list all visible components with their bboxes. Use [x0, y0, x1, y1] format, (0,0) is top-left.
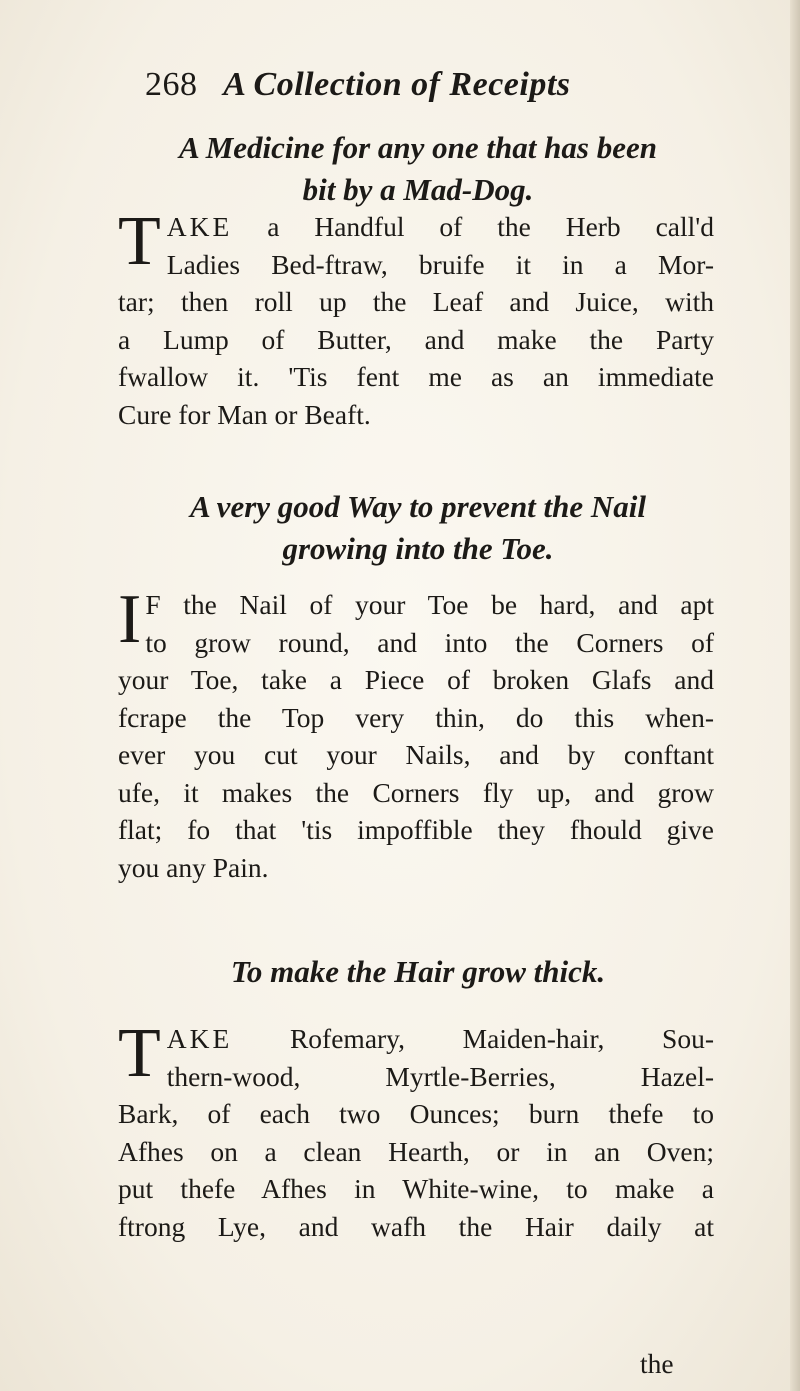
text-line: you any Pain. [118, 851, 269, 883]
drop-cap: T [118, 203, 161, 280]
text-line: fcrape the Top very thin, do this when- [118, 701, 714, 733]
recipe-paragraph-1 [118, 203, 714, 433]
text-line: tar; then roll up the Leaf and Juice, with [118, 286, 714, 317]
section-heading-1 [118, 127, 718, 211]
text-line: thern-wood, Myrtle-Berries, Hazel- [166, 1060, 714, 1092]
drop-cap: I [118, 581, 142, 658]
text-line: your Toe, take a Piece of broken Glafs and [118, 664, 714, 695]
text-line: ever you cut your Nails, and by conftant [118, 739, 714, 770]
text-line: Ladies Bed-ftraw, bruife it in a Mor- [166, 248, 714, 280]
text-line: a Lump of Butter, and make the Party [118, 323, 714, 355]
text-line: the Nail of your Toe be hard, and apt [183, 589, 715, 620]
section-heading-3 [118, 951, 718, 993]
text-line: flat; fo that 'tis impoffible they fhould give [118, 814, 714, 845]
heading-line: A very good Way to prevent the Nail [189, 489, 647, 524]
drop-cap: T [118, 1015, 161, 1092]
running-header [145, 66, 705, 104]
text-line: ftrong Lye, and wafh the Hair daily at [118, 1210, 714, 1242]
first-word: AKE [166, 211, 233, 242]
text-line: to grow round, and into the Corners of [145, 626, 714, 658]
recipe-paragraph-2 [118, 581, 715, 886]
catchword: the [640, 1348, 674, 1379]
recipe-paragraph-3 [118, 1015, 714, 1245]
first-word: AKE [166, 1023, 233, 1054]
text-line: Bark, of each two Ounces; burn thefe to [118, 1098, 714, 1129]
section-heading-2 [118, 486, 718, 570]
first-word: F [145, 589, 161, 620]
text-line: Cure for Man or Beaft. [118, 398, 371, 430]
heading-line: A Medicine for any one that has been [179, 130, 657, 165]
text-line: fwallow it. 'Tis fent me as an immediate [118, 361, 714, 392]
running-title: A Collection of Receipts [223, 66, 571, 103]
text-line: Rofemary, Maiden-hair, Sou- [289, 1023, 714, 1054]
page-number: 268 [145, 66, 198, 103]
text-line: a Handful of the Herb call'd [267, 211, 714, 242]
page-edge [790, 0, 800, 1391]
text-line: ufe, it makes the Corners fly up, and grow [118, 776, 714, 808]
heading-line: To make the Hair grow thick. [230, 954, 606, 989]
text-line: Afhes on a clean Hearth, or in an Oven; [118, 1135, 714, 1167]
text-line: put thefe Afhes in White-wine, to make a [118, 1173, 714, 1204]
heading-line: growing into the Toe. [282, 531, 554, 566]
heading-line: bit by a Mad-Dog. [302, 172, 534, 207]
